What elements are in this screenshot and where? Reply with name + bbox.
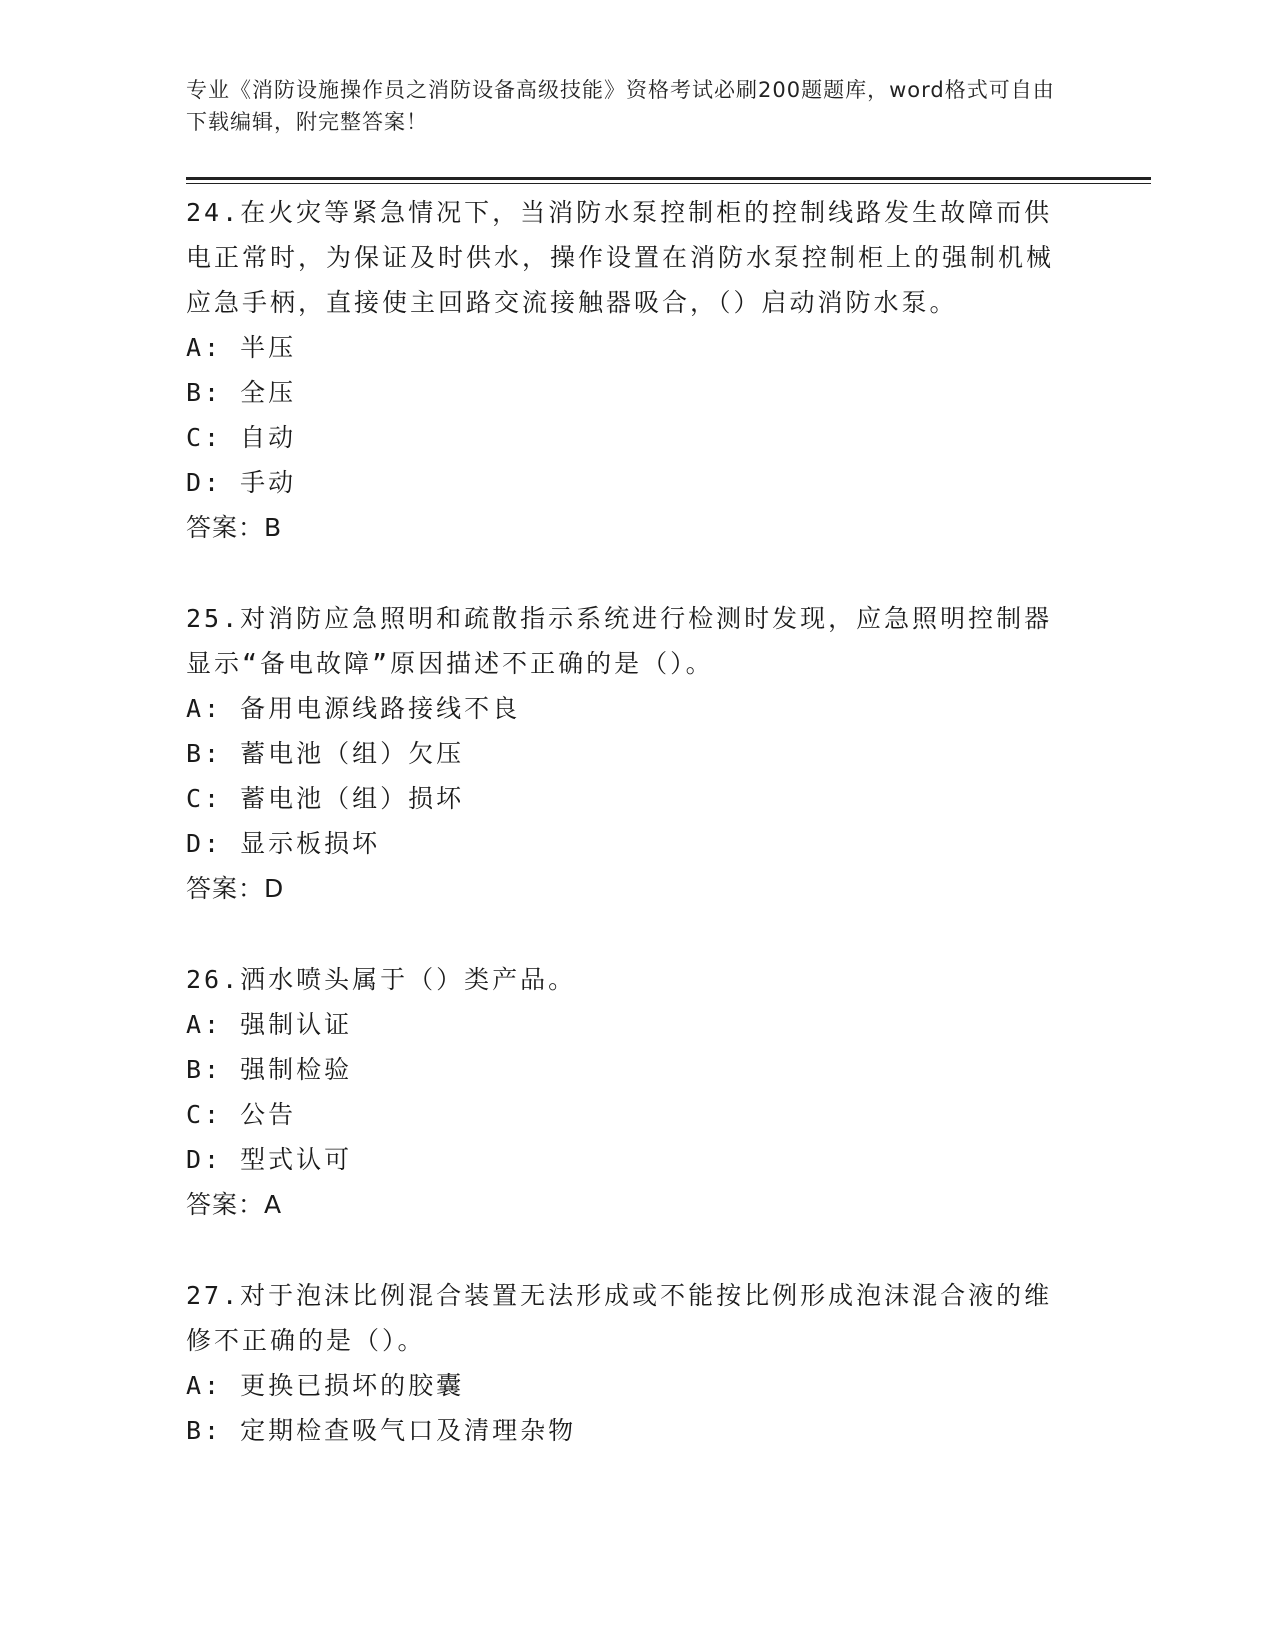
answer: 答案：D [186, 874, 285, 903]
option-b: B: 蓄电池（组）欠压 [186, 739, 465, 768]
option-d: D: 显示板损坏 [186, 829, 381, 858]
header-divider-thin [186, 183, 1151, 184]
question-24 [186, 190, 1086, 550]
question-stem: 25.对消防应急照明和疏散指示系统进行检测时发现，应急照明控制器显示“备电故障”原因描述不正确的是（）。 [186, 604, 1053, 678]
question-stem: 24.在火灾等紧急情况下，当消防水泵控制柜的控制线路发生故障而供电正常时，为保证及时供水，操作设置在消防水泵控制柜上的强制机械应急手柄，直接使主回路交流接触器吸合，（）启动消防水泵。 [186, 198, 1055, 317]
option-c: C: 蓄电池（组）损坏 [186, 784, 465, 813]
answer: 答案：A [186, 1190, 283, 1219]
option-b: B: 强制检验 [186, 1055, 353, 1084]
option-d: D: 手动 [186, 468, 297, 497]
option-d: D: 型式认可 [186, 1145, 353, 1174]
question-25 [186, 596, 1086, 911]
question-stem: 27.对于泡沫比例混合装置无法形成或不能按比例形成泡沫混合液的维修不正确的是（）。 [186, 1281, 1053, 1355]
option-a: A: 备用电源线路接线不良 [186, 694, 521, 723]
option-b: B: 全压 [186, 378, 297, 407]
question-26 [186, 957, 1086, 1227]
question-stem: 26.洒水喷头属于（）类产品。 [186, 965, 577, 994]
option-c: C: 公告 [186, 1100, 297, 1129]
option-b: B: 定期检查吸气口及清理杂物 [186, 1416, 577, 1445]
document-header: 专业《消防设施操作员之消防设备高级技能》资格考试必刷200题题库，word格式可自由下载编辑，附完整答案！ [186, 78, 1055, 134]
question-27 [186, 1273, 1086, 1453]
question-list [186, 190, 1086, 1453]
option-a: A: 半压 [186, 333, 297, 362]
answer: 答案：B [186, 513, 283, 542]
header-divider-thick [186, 177, 1151, 180]
option-a: A: 更换已损坏的胶囊 [186, 1371, 465, 1400]
option-a: A: 强制认证 [186, 1010, 353, 1039]
option-c: C: 自动 [186, 423, 297, 452]
